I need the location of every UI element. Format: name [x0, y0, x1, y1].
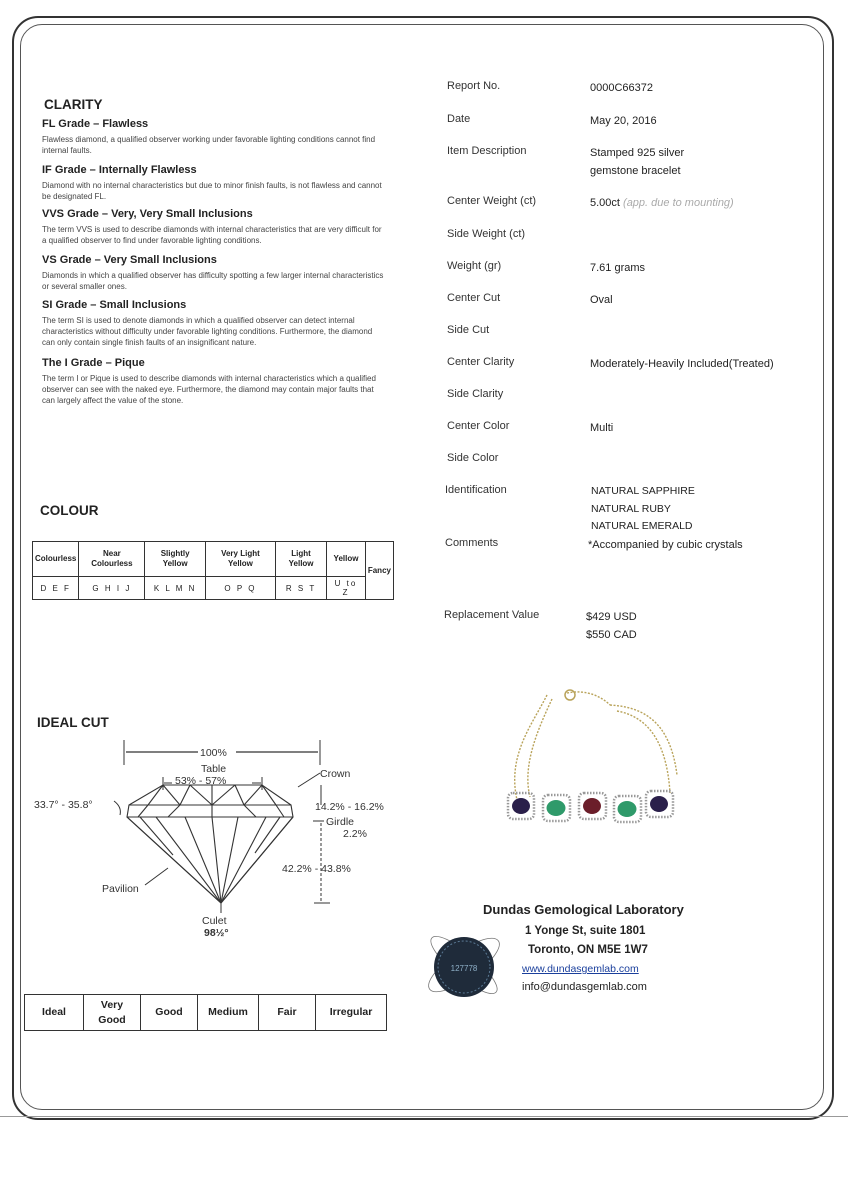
- cut-grade-table: [24, 994, 387, 1031]
- clarity-grade: [42, 208, 387, 254]
- table-range-label: 53% - 57%: [175, 775, 227, 787]
- field-label: Side Weight (ct): [447, 228, 526, 240]
- field-value: Multi: [590, 422, 614, 434]
- clarity-grade-title: VVS Grade – Very, Very Small Inclusions: [42, 208, 253, 220]
- colour-name-cell: Colourless: [33, 542, 79, 577]
- bracelet-chain: [515, 692, 677, 800]
- colour-heading: COLOUR: [40, 503, 99, 518]
- lab-address-line2: Toronto, ON M5E 1W7: [528, 944, 648, 956]
- cut-grade-cell: Medium: [198, 995, 259, 1031]
- field-value: Stamped 925 silver: [590, 147, 685, 159]
- ruby-stone: [583, 798, 601, 814]
- colour-code-cell: G H I J: [79, 577, 145, 600]
- ideal-cut-heading: IDEAL CUT: [37, 715, 109, 730]
- lab-name: Dundas Gemological Laboratory: [483, 902, 684, 917]
- field-label: Center Weight (ct): [447, 195, 537, 207]
- field-label: Side Cut: [447, 324, 490, 336]
- page-bottom-rule: [0, 1116, 848, 1117]
- field-label: Center Cut: [447, 292, 501, 304]
- pavilion-label: Pavilion: [102, 883, 139, 895]
- pavilion-depth-label: 42.2% - 43.8%: [282, 863, 351, 875]
- diamond-proportions-diagram: [30, 735, 400, 950]
- lab-hologram-seal: [416, 915, 516, 1015]
- colour-scale-table: [32, 541, 394, 600]
- comments-label: Comments: [445, 537, 499, 549]
- cut-grade-cell: Good: [141, 995, 198, 1031]
- clarity-heading: CLARITY: [44, 97, 103, 112]
- field-value-line2: gemstone bracelet: [590, 165, 681, 177]
- bracelet-clasp: [565, 690, 575, 700]
- crown-label: Crown: [320, 768, 351, 780]
- colour-code-cell: R S T: [275, 577, 326, 600]
- field-value: 7.61 grams: [590, 262, 646, 274]
- field-value: 0000C66372: [590, 82, 654, 94]
- sapphire-stone: [512, 798, 530, 814]
- lab-website-link[interactable]: www.dundasgemlab.com: [522, 963, 639, 975]
- field-label: Weight (gr): [447, 260, 502, 272]
- cut-grade-cell: Irregular: [316, 995, 387, 1031]
- bracelet-photo: [492, 685, 692, 845]
- clarity-grade-title: VS Grade – Very Small Inclusions: [42, 254, 217, 266]
- identification-values: [591, 483, 695, 536]
- emerald-stone: [618, 801, 637, 817]
- replacement-usd: $429 USD: [586, 611, 637, 623]
- clarity-grade-desc: Flawless diamond, a qualified observer working under favorable lighting conditions cannot find internal faults.: [42, 135, 376, 155]
- clarity-grade-desc: The term I or Pique is used to describe diamonds with internal characteristics which a qualified observer can see with the naked eye. Furthermore, the diamond may contain major faults that can largely affect the value of the stone.: [42, 374, 376, 405]
- seal-number: 127778: [450, 964, 478, 973]
- colour-code-cell: U to Z: [327, 577, 366, 600]
- culet-label: Culet: [202, 915, 227, 927]
- cut-grade-cell: Ideal: [25, 995, 84, 1031]
- sapphire-stone: [650, 796, 668, 812]
- colour-code-cell: D E F: [33, 577, 79, 600]
- colour-code-cell: O P Q: [205, 577, 275, 600]
- colour-fancy-cell: Fancy: [365, 542, 393, 600]
- field-value: May 20, 2016: [590, 115, 657, 127]
- colour-name-cell: Very Light Yellow: [205, 542, 275, 577]
- clarity-grade: [42, 164, 387, 208]
- field-value: [590, 195, 734, 211]
- clarity-grade-desc: The term VVS is used to describe diamonds with internal characteristics that are very difficult for a qualified observer to find under favorable lighting conditions.: [42, 225, 382, 245]
- colour-name-cell: Yellow: [327, 542, 366, 577]
- replacement-label: Replacement Value: [444, 609, 540, 621]
- center-weight-value: 5.00ct: [590, 197, 620, 209]
- clarity-grade-title: FL Grade – Flawless: [42, 118, 149, 130]
- clarity-grade-list: [42, 118, 387, 406]
- lab-email[interactable]: info@dundasgemlab.com: [522, 981, 647, 993]
- girdle-percent-label: 2.2%: [343, 828, 367, 840]
- lab-address-line1: 1 Yonge St, suite 1801: [525, 925, 646, 937]
- colour-code-cell: K L M N: [145, 577, 205, 600]
- replacement-cad: $550 CAD: [586, 629, 637, 641]
- field-value: Oval: [590, 294, 613, 306]
- width-label: 100%: [200, 747, 227, 759]
- culet-percent-label: 98½°: [204, 927, 229, 939]
- field-label: Side Color: [447, 452, 499, 464]
- field-value: Moderately-Heavily Included(Treated): [590, 358, 774, 370]
- field-label: Item Description: [447, 145, 527, 157]
- comments-value: *Accompanied by cubic crystals: [588, 539, 743, 551]
- identification-value: NATURAL RUBY: [591, 502, 671, 515]
- crown-height-label: 14.2% - 16.2%: [315, 801, 384, 813]
- identification-value: NATURAL EMERALD: [591, 520, 693, 532]
- colour-name-cell: Near Colourless: [79, 542, 145, 577]
- field-label: Center Color: [447, 420, 510, 432]
- clarity-grade-title: The I Grade – Pique: [42, 357, 145, 369]
- clarity-grade-desc: Diamond with no internal characteristics but due to minor finish faults, is not flawless and cannot be designated FL.: [42, 181, 382, 201]
- colour-name-cell: Light Yellow: [275, 542, 326, 577]
- clarity-grade: [42, 299, 387, 357]
- field-label: Center Clarity: [447, 356, 515, 368]
- clarity-grade-desc: The term SI is used to denote diamonds in which a qualified observer can detect internal characteristics without difficulty under favorable lighting conditions. Furthermore, the diamond can only contain single finish faults of an insignificant nature.: [42, 316, 373, 347]
- cut-grade-cell: Very Good: [84, 995, 141, 1031]
- gem-stations: [508, 791, 673, 822]
- clarity-grade-title: SI Grade – Small Inclusions: [42, 299, 187, 311]
- table-label: Table: [201, 763, 227, 775]
- identification-value: NATURAL SAPPHIRE: [591, 485, 695, 497]
- diamond-outline: [127, 785, 293, 903]
- clarity-grade: [42, 118, 387, 164]
- girdle-label: Girdle: [326, 816, 355, 828]
- clarity-grade: [42, 254, 387, 299]
- field-label: Report No.: [447, 80, 501, 92]
- field-label: Date: [447, 113, 471, 125]
- clarity-grade-desc: Diamonds in which a qualified observer has difficulty spotting a few larger internal characteristics or several smaller ones.: [42, 271, 384, 291]
- crown-angle-label: 33.7° - 35.8°: [34, 799, 93, 811]
- clarity-grade-title: IF Grade – Internally Flawless: [42, 164, 197, 176]
- field-label: Side Clarity: [447, 388, 504, 400]
- colour-name-cell: Slightly Yellow: [145, 542, 205, 577]
- clarity-grade: [42, 357, 387, 406]
- center-weight-note: (app. due to mounting): [623, 197, 734, 209]
- emerald-stone: [547, 800, 566, 816]
- cut-grade-cell: Fair: [259, 995, 316, 1031]
- identification-label: Identification: [445, 484, 507, 496]
